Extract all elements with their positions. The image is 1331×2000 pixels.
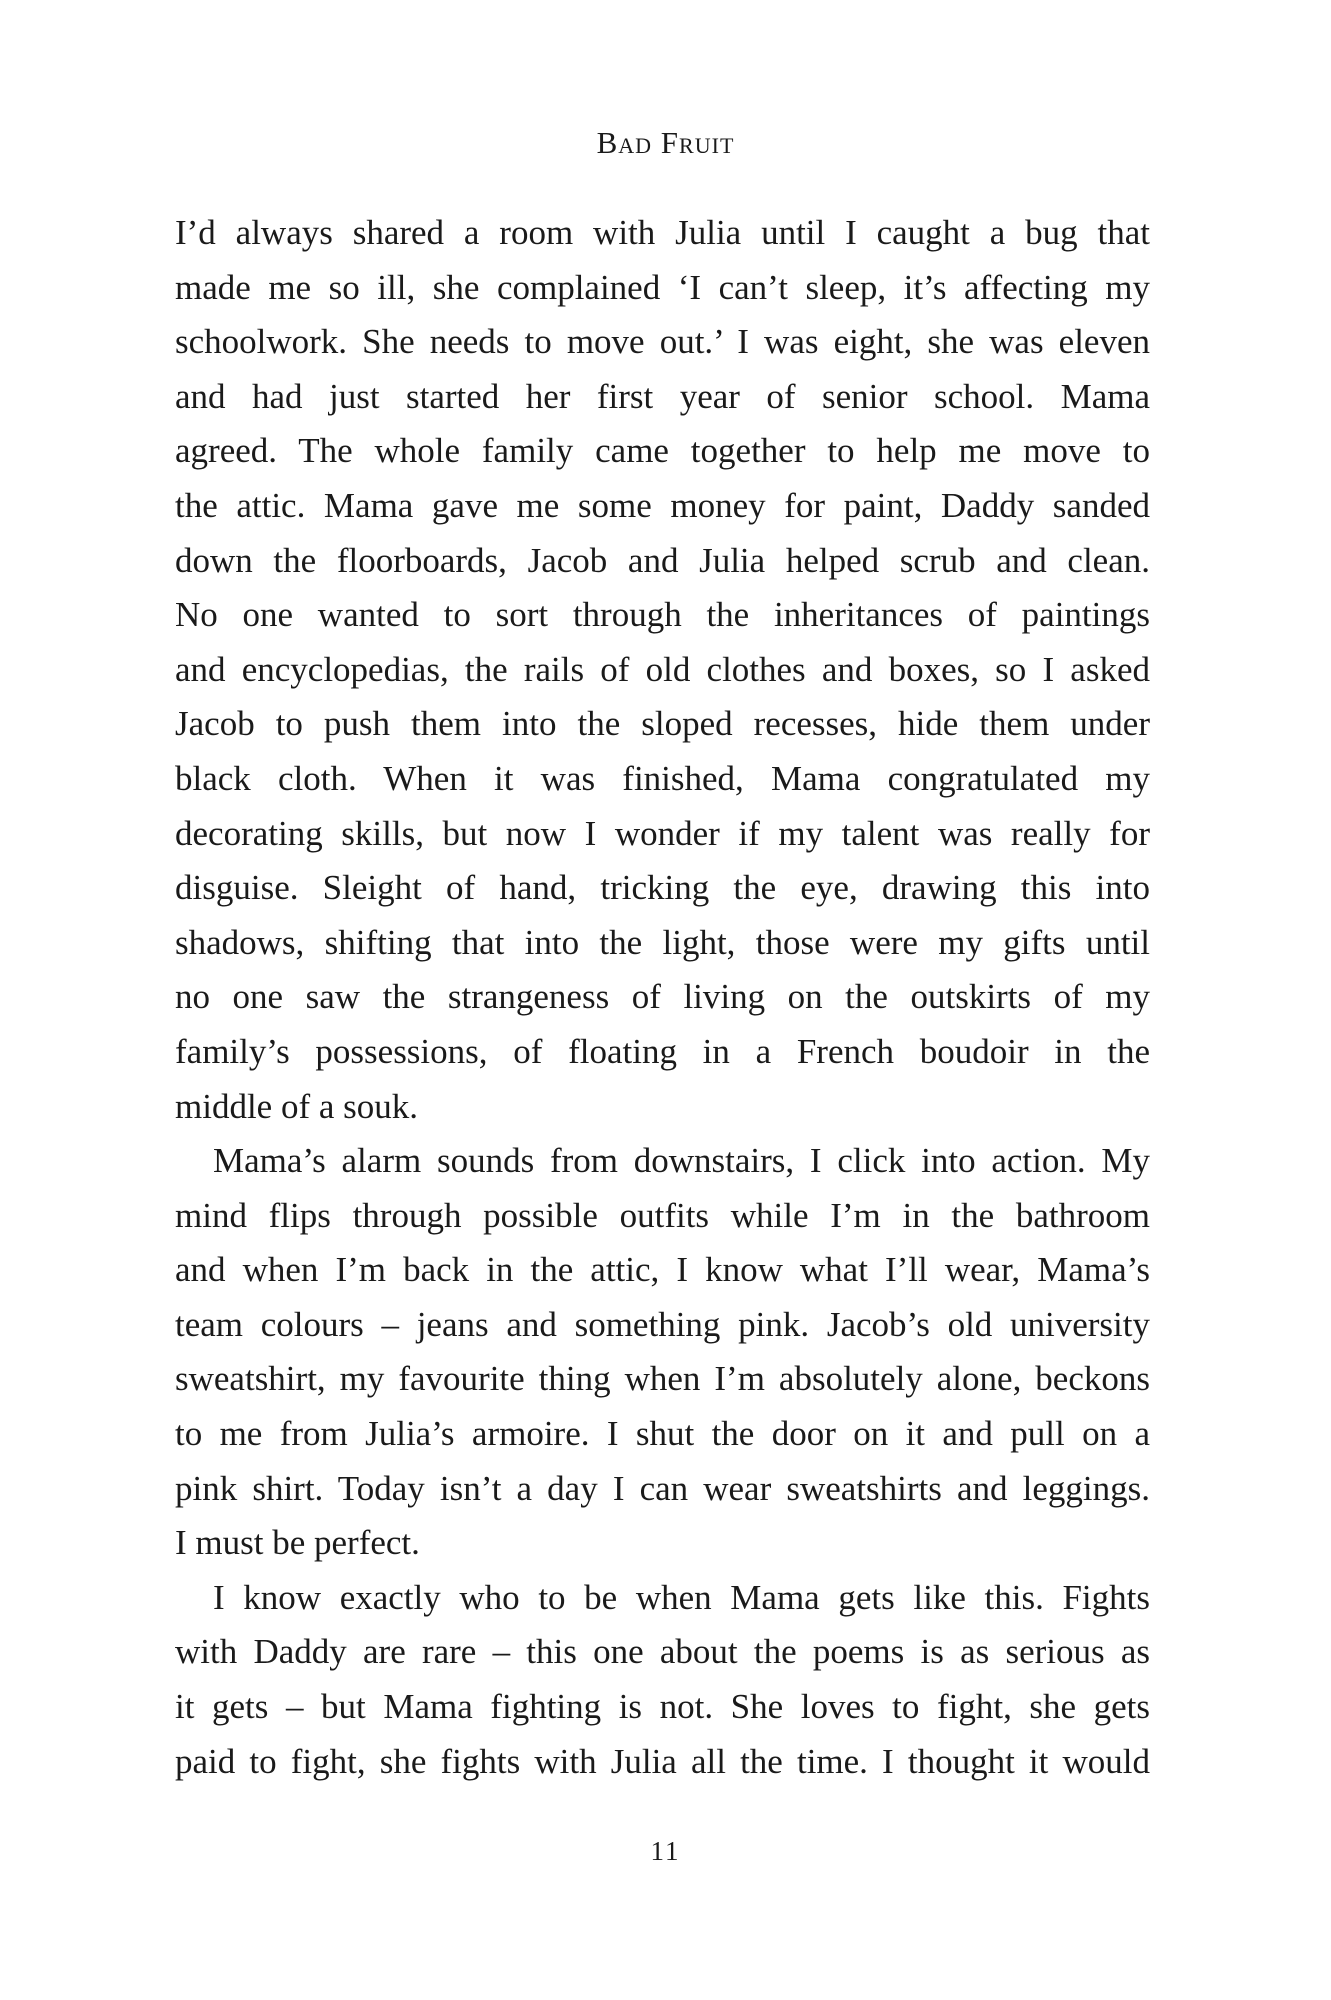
text-line: Jacob to push them into the sloped recesses, hide them under	[175, 704, 1150, 744]
text-line: team colours – jeans and something pink. Jacob’s old university	[175, 1304, 1150, 1344]
text-line: agreed. The whole family came together to help me move to	[175, 431, 1150, 471]
text-line: I’d always shared a room with Julia until I caught a bug that	[175, 213, 1150, 252]
text-line: to me from Julia’s armoire. I shut the door on it and pull on a	[175, 1414, 1150, 1454]
text-line: No one wanted to sort through the inheritances of paintings	[175, 595, 1150, 635]
text-line: family’s possessions, of floating in a French boudoir in the	[175, 1031, 1150, 1071]
text-line: down the floorboards, Jacob and Julia helped scrub and clean.	[175, 540, 1150, 580]
text-line: I must be perfect.	[175, 1523, 420, 1563]
text-line: the attic. Mama gave me some money for paint, Daddy sanded	[175, 485, 1150, 525]
text-line: I know exactly who to be when Mama gets like this. Fights	[213, 1577, 1150, 1617]
body-text	[175, 206, 1150, 1789]
text-line: made me so ill, she complained ‘I can’t sleep, it’s affecting my	[175, 267, 1150, 307]
text-line: no one saw the strangeness of living on the outskirts of my	[175, 977, 1150, 1017]
text-line: black cloth. When it was finished, Mama congratulated my	[175, 758, 1150, 798]
running-head: Bad Fruit	[596, 125, 735, 160]
text-line: and encyclopedias, the rails of old clothes and boxes, so I asked	[175, 649, 1150, 689]
text-line: and when I’m back in the attic, I know what I’ll wear, Mama’s	[175, 1250, 1150, 1290]
text-line: paid to fight, she fights with Julia all the time. I thought it would	[175, 1741, 1150, 1781]
text-line: and had just started her first year of senior school. Mama	[175, 376, 1150, 416]
text-line: it gets – but Mama fighting is not. She loves to fight, she gets	[175, 1687, 1150, 1727]
text-line: shadows, shifting that into the light, those were my gifts until	[175, 922, 1150, 962]
text-line: pink shirt. Today isn’t a day I can wear sweatshirts and leggings.	[175, 1468, 1150, 1508]
text-line: with Daddy are rare – this one about the poems is as serious as	[175, 1632, 1150, 1672]
text-line: mind flips through possible outfits while I’m in the bathroom	[175, 1195, 1150, 1235]
text-line: sweatshirt, my favourite thing when I’m absolutely alone, beckons	[175, 1359, 1150, 1399]
text-line: middle of a souk.	[175, 1086, 419, 1126]
text-line: decorating skills, but now I wonder if my talent was really for	[175, 813, 1150, 853]
text-line: schoolwork. She needs to move out.’ I was eight, she was eleven	[175, 322, 1150, 362]
text-line: Mama’s alarm sounds from downstairs, I click into action. My	[213, 1141, 1150, 1181]
page-number: 11	[650, 1836, 681, 1866]
text-line: disguise. Sleight of hand, tricking the eye, drawing this into	[175, 868, 1150, 908]
